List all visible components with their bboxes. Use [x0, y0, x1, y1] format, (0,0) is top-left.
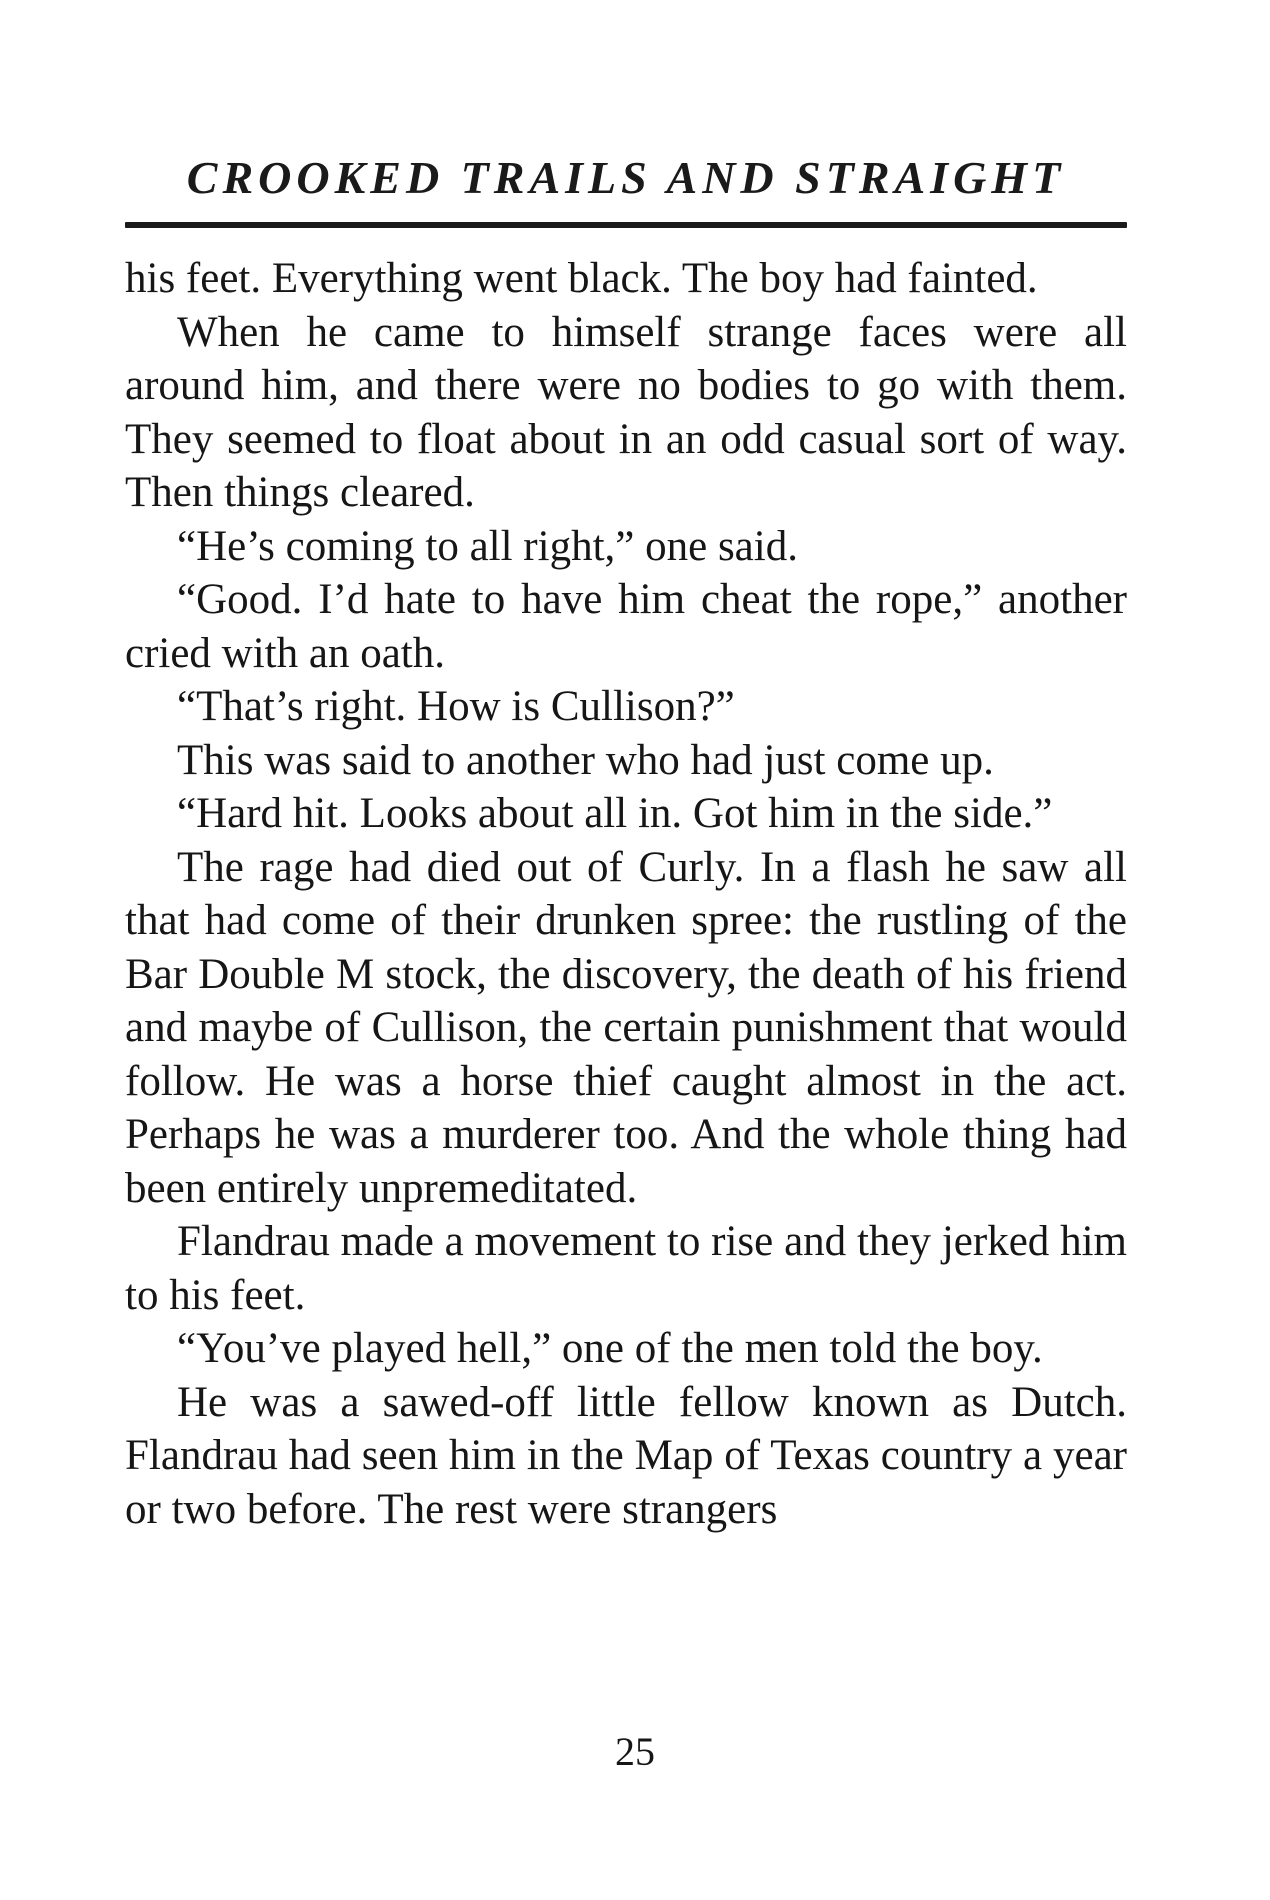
paragraph: This was said to another who had just come up.: [177, 736, 994, 784]
paragraph: “Good. I’d hate to have him cheat the rope,” another cried with an oath.: [125, 576, 1127, 677]
paragraph: The rage had died out of Curly. In a flash he saw all that had come of their drunken spree: the rustling of the Bar Double M stock, the discovery, the death of his friend and maybe of Cullison, the certain punishment that would follow. He was a horse thief caught almost in the act. Perhaps he was a murderer too. And the whole thing had been entirely unpremeditated.: [125, 843, 1127, 1212]
paragraph: “That’s right. How is Cullison?”: [177, 683, 735, 730]
header-rule: [125, 222, 1127, 228]
paragraph: “Hard hit. Looks about all in. Got him in the side.”: [177, 790, 1053, 837]
running-header: CROOKED TRAILS AND STRAIGHT: [186, 152, 1066, 203]
paragraph: “You’ve played hell,” one of the men told the boy.: [177, 1325, 1043, 1372]
paragraph: When he came to himself strange faces were all around him, and there were no bodies to go with them. They seemed to float about in an odd casual sort of way. Then things cleared.: [125, 308, 1127, 516]
paragraph: He was a sawed-off little fellow known as Dutch. Flandrau had seen him in the Map of Texas country a year or two before. The rest were strangers: [125, 1378, 1127, 1533]
paragraph: his feet. Everything went black. The boy had fainted.: [125, 255, 1038, 302]
page-number: 25: [615, 1729, 655, 1774]
paragraph: “He’s coming to all right,” one said.: [177, 522, 798, 570]
paragraph: Flandrau made a movement to rise and they jerked him to his feet.: [125, 1218, 1127, 1319]
body-text: [125, 252, 1127, 1536]
